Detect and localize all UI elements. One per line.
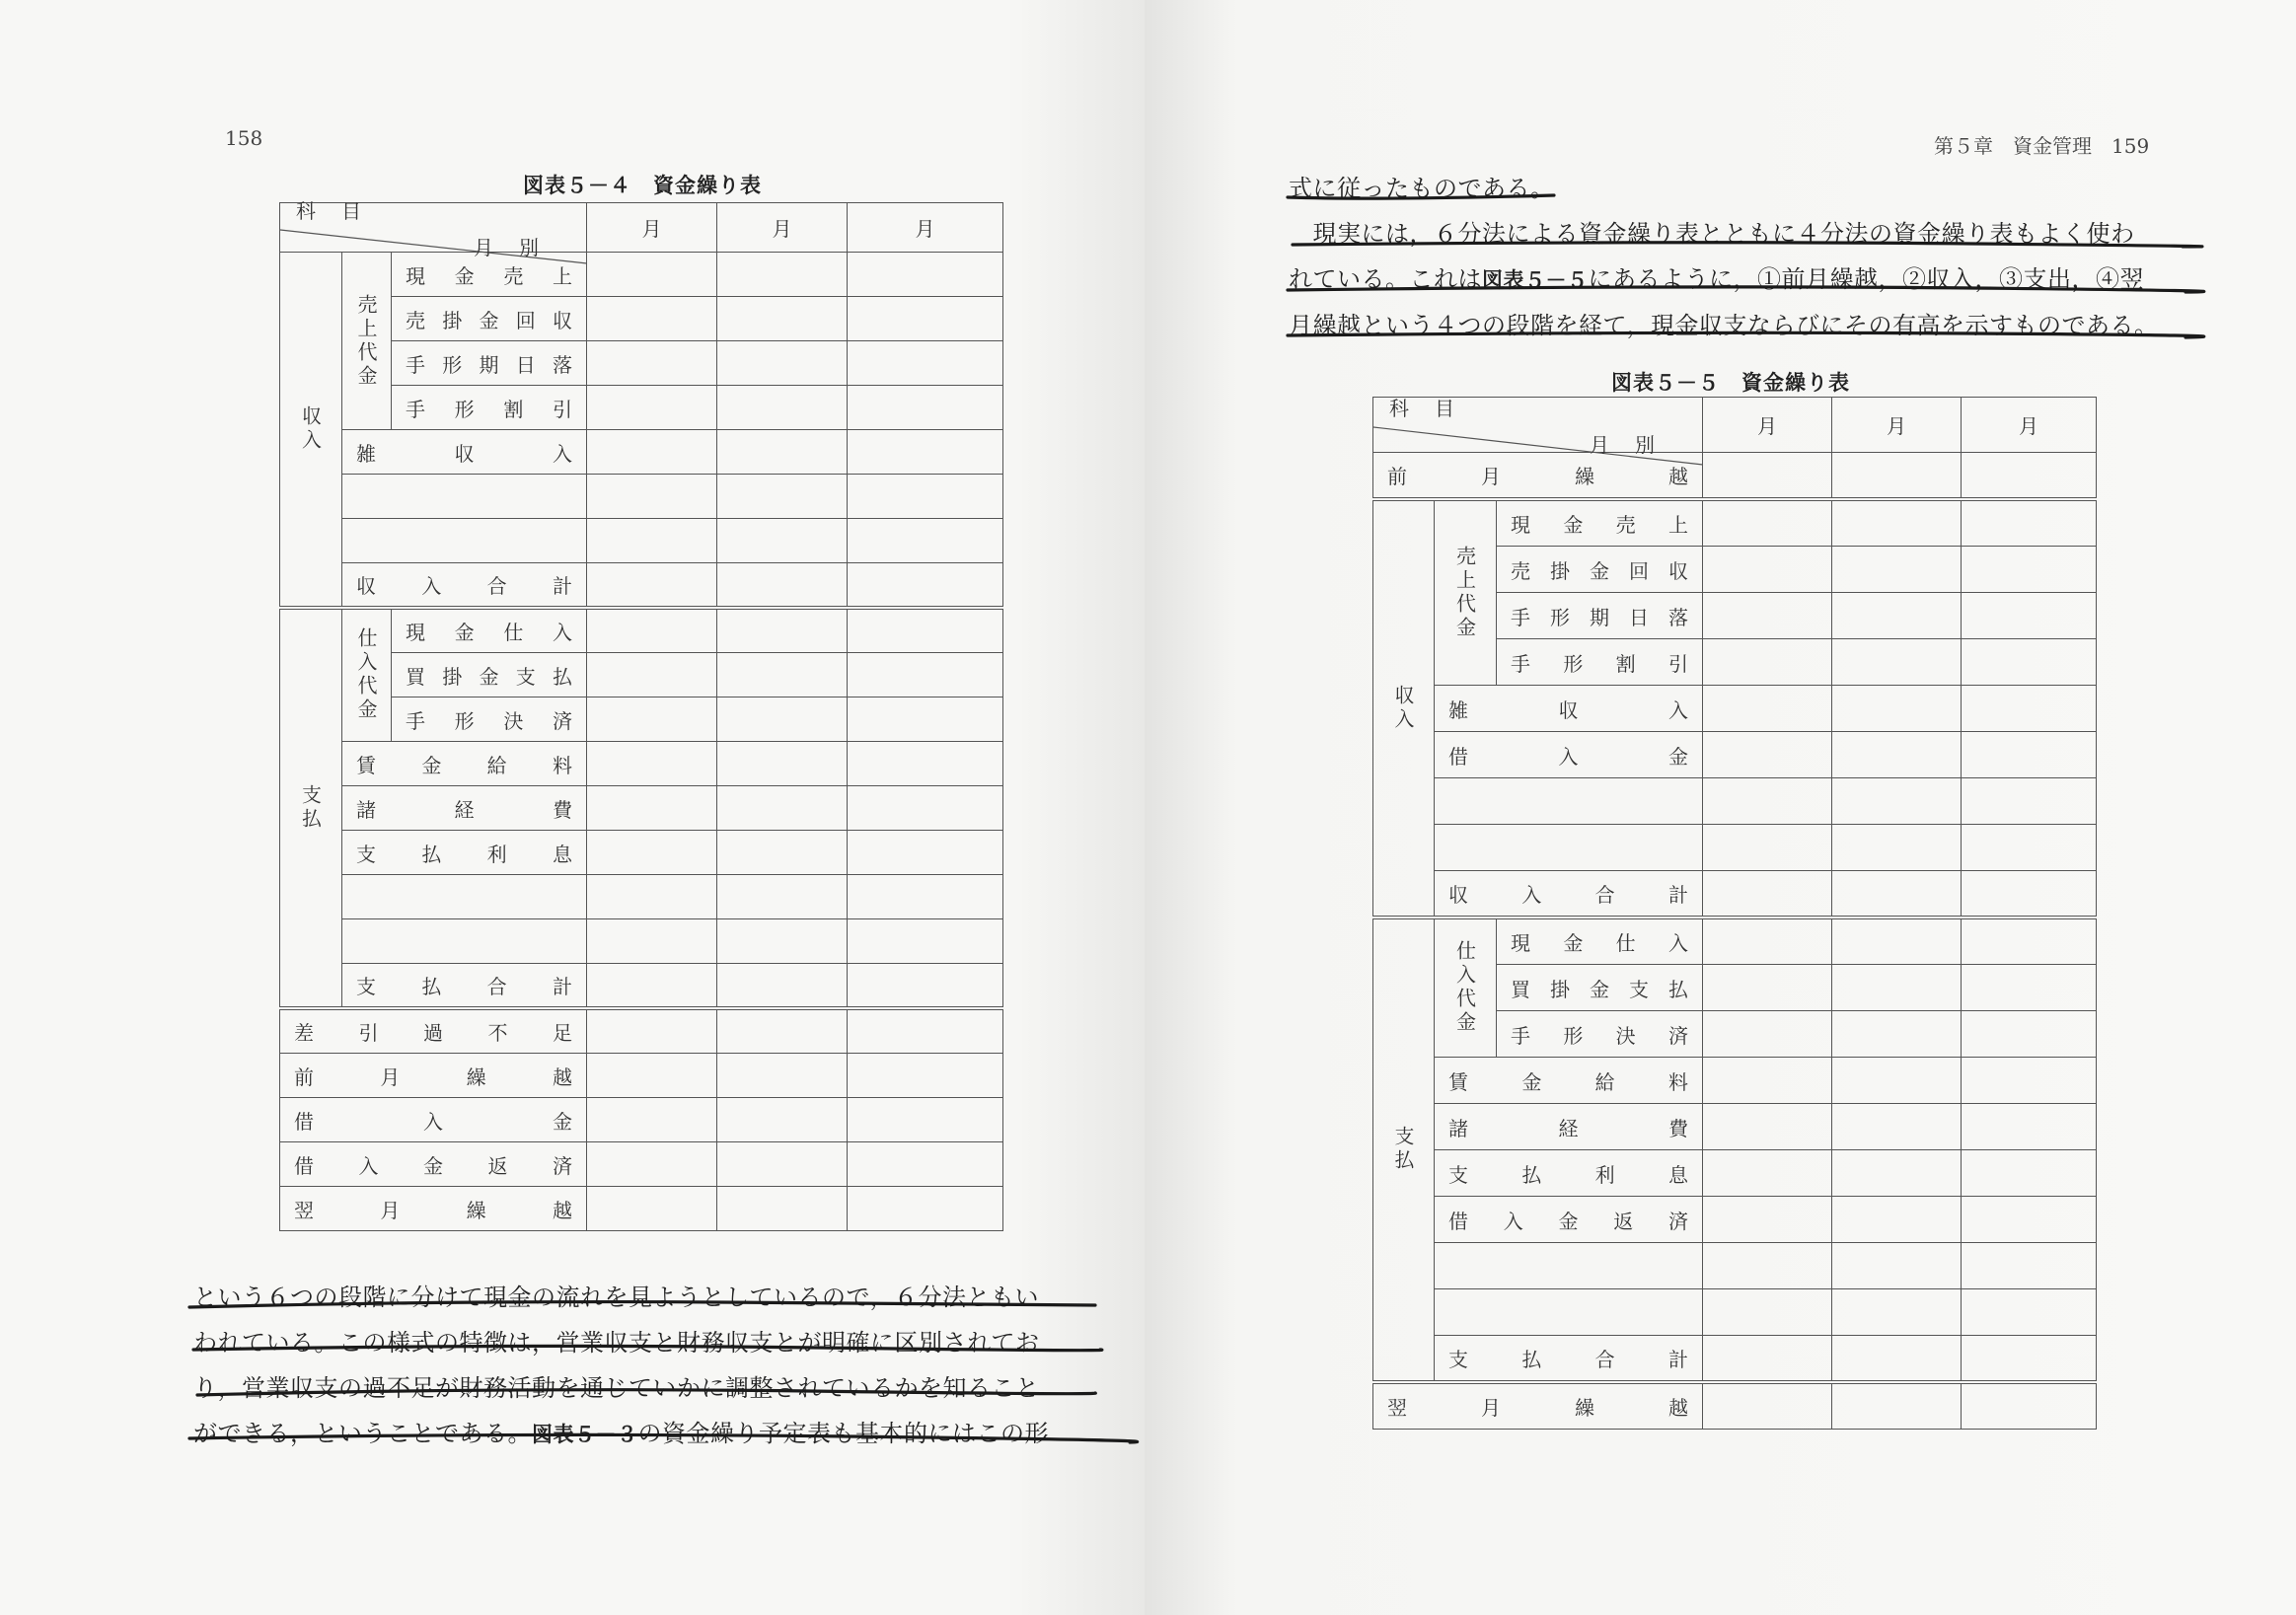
row-label: 差引過不足 [280,1008,587,1054]
group-sales-proceeds: 売上代金 [1435,499,1497,686]
group-purchase-payments: 仕入代金 [342,608,392,742]
row-label: 借入金 [280,1098,587,1142]
group-purchase-payments: 仕入代金 [1435,918,1497,1058]
row-label: 現金売上 [392,253,587,297]
row-label: 支払利息 [1435,1150,1703,1197]
row-label: 現金仕入 [1497,918,1703,965]
text-line: 式に従ったものである。 [1289,175,1555,202]
row-label: 手形割引 [1497,639,1703,686]
category-income: 収入 [280,253,342,608]
text-line: ができる，ということである。図表５－３の資金繰り予定表も基本的にはこの形 [193,1420,1049,1447]
running-head-right: 第５章 資金管理 159 [1934,134,2150,158]
row-label: 現金売上 [1497,499,1703,547]
row-label: 手形期日落 [392,341,587,386]
underline-stroke [1288,195,1554,198]
corner-top-label: 月別 [1590,432,1681,457]
underline-stroke [189,1434,1138,1442]
row-label-total: 収入合計 [1435,871,1703,918]
row-label: 翌月繰越 [280,1187,587,1231]
row-label: 翌月繰越 [1373,1382,1703,1430]
row-label: 賃金給料 [342,742,587,786]
text-line: 月繰越という４つの段階を経て，現金収支ならびにその有高を示すものである。 [1289,312,2159,339]
month-header: 月 [848,203,1003,253]
text-line: れている。これは図表５－５にあるように，①前月繰越，②収入，③支出，④翌 [1289,265,2144,293]
row-label: 手形期日落 [1497,593,1703,639]
row-label: 借入金 [1435,732,1703,778]
month-header: 月 [1832,398,1962,453]
group-sales-proceeds: 売上代金 [342,253,392,430]
figure-caption-5-4: 図表５－４ 資金繰り表 [523,174,762,197]
category-income: 収入 [1373,499,1435,918]
row-label: 手形決済 [392,697,587,742]
figure-reference: 図表５－３ [532,1423,638,1446]
text-line: り，営業収支の過不足が財務活動を通じていかに調整されているかを知ること [193,1374,1040,1402]
category-payments: 支払 [280,608,342,1008]
underline-stroke [189,1302,1095,1307]
underline-stroke [1288,287,2204,292]
row-label: 手形決済 [1497,1011,1703,1058]
underline-stroke [193,1346,1102,1350]
row-label: 賃金給料 [1435,1058,1703,1104]
row-label: 借入金返済 [1435,1197,1703,1243]
row-label-total: 支払合計 [1435,1336,1703,1382]
row-label: 雑収入 [1435,686,1703,732]
month-header: 月 [1962,398,2097,453]
row-label-total: 収入合計 [342,563,587,608]
row-label: 売掛金回収 [1497,547,1703,593]
corner-top-label: 月別 [474,235,565,259]
month-header: 月 [1703,398,1832,453]
underline-stroke [197,1390,1095,1395]
row-label: 買掛金支払 [1497,965,1703,1011]
row-label: 売掛金回収 [392,297,587,341]
corner-bottom-label: 科目 [296,198,387,223]
row-label-total: 支払合計 [342,964,587,1008]
page-number-left: 158 [225,126,263,150]
category-payments: 支払 [1373,918,1435,1382]
text-line: という６つの段階に分けて現金の流れを見ようとしているので，６分法ともい [193,1284,1040,1311]
underline-stroke [1288,332,2204,337]
row-label: 買掛金支払 [392,653,587,697]
figure-reference: 図表５－５ [1482,268,1589,292]
underline-stroke [1293,243,2202,247]
text-line: われている。この様式の特徴は，営業収支と財務収支とが明確に区別されてお [193,1329,1040,1357]
row-label: 雑収入 [342,430,587,475]
text-line: 現実には，６分法による資金繰り表とともに４分法の資金繰り表もよく使わ [1289,220,2135,248]
figure-caption-5-5: 図表５－５ 資金繰り表 [1611,371,1850,395]
row-label: 諸経費 [1435,1104,1703,1150]
corner-bottom-label: 科目 [1389,396,1480,420]
row-label: 前月繰越 [1373,453,1703,499]
row-label: 手形割引 [392,386,587,430]
row-label: 前月繰越 [280,1054,587,1098]
row-label: 支払利息 [342,831,587,875]
row-label: 借入金返済 [280,1142,587,1187]
month-header: 月 [587,203,717,253]
row-label: 現金仕入 [392,608,587,653]
row-label: 諸経費 [342,786,587,831]
month-header: 月 [717,203,848,253]
